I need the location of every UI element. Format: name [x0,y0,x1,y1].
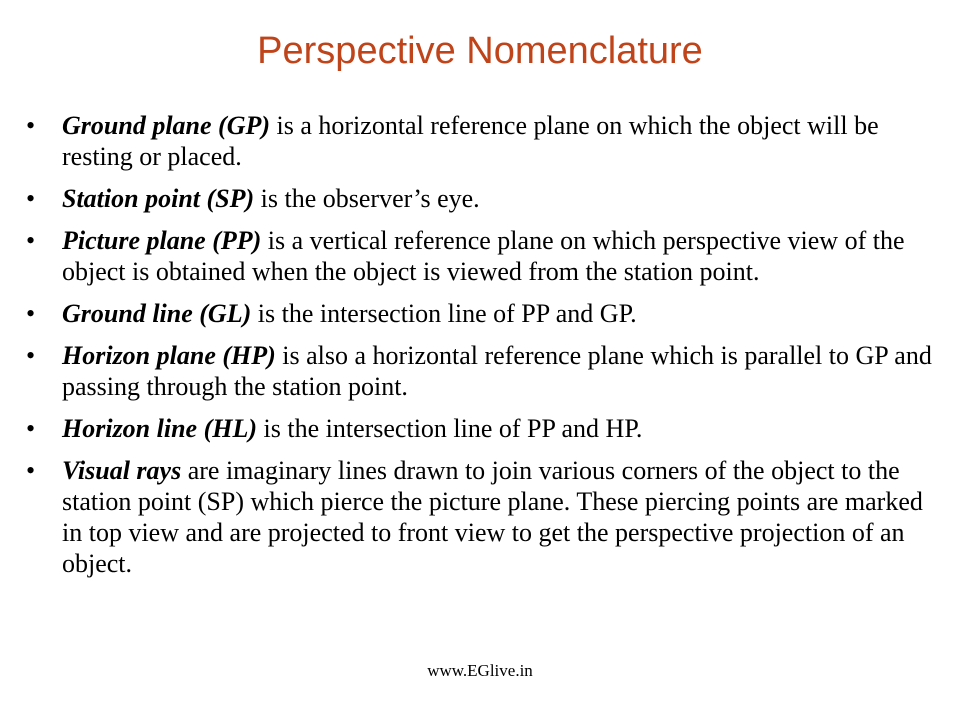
bullet-item-station-point [26,183,946,214]
bullet-icon: • [26,111,36,140]
bullet-term: Ground line (GL) [62,299,252,328]
bullet-icon: • [26,299,36,328]
bullet-icon: • [26,456,36,485]
bullet-icon: • [26,341,36,370]
bullet-list [26,110,946,590]
bullet-text: is a vertical reference plane on which perspective view of the object is obtained when the object is viewed from the station point. [62,226,905,286]
bullet-item-picture-plane [26,225,946,287]
footer-url: www.EGlive.in [427,661,533,680]
bullet-text: is a horizontal reference plane on which the object will be resting or placed. [62,111,879,171]
bullet-term: Picture plane (PP) [62,226,262,255]
bullet-text: is the intersection line of PP and GP. [251,299,637,328]
bullet-term: Ground plane (GP) [62,111,271,140]
bullet-item-visual-rays [26,455,946,579]
bullet-term: Horizon plane (HP) [62,341,276,370]
bullet-text: are imaginary lines drawn to join various corners of the object to the station point (SP) which pierce the picture plane. These piercing points are marked in top view and are projected to front view to get the perspective projection of an object. [62,456,923,578]
bullet-item-horizon-plane [26,340,946,402]
bullet-item-ground-plane [26,110,946,172]
bullet-item-horizon-line [26,413,946,444]
bullet-icon: • [26,226,36,255]
bullet-item-ground-line [26,298,946,329]
bullet-icon: • [26,414,36,443]
bullet-text: is the intersection line of PP and HP. [257,414,643,443]
bullet-text: is also a horizontal reference plane which is parallel to GP and passing through the station point. [62,341,932,401]
slide-title: Perspective Nomenclature [257,30,703,72]
bullet-text: is the observer’s eye. [254,184,480,213]
bullet-icon: • [26,184,36,213]
bullet-term: Horizon line (HL) [62,414,258,443]
bullet-term: Visual rays [62,456,182,485]
bullet-term: Station point (SP) [62,184,255,213]
